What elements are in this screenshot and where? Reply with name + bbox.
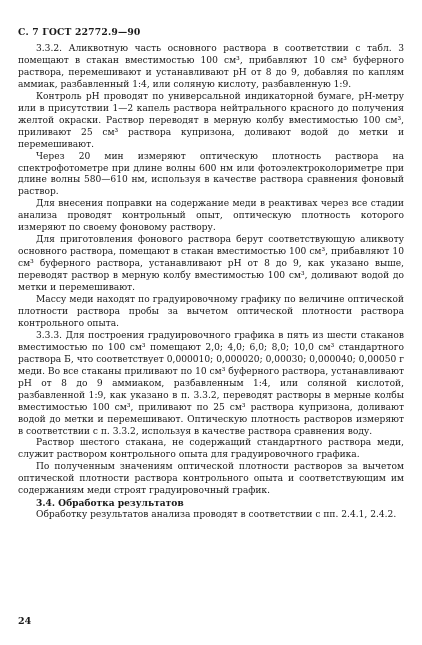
paragraph-measurement: Через 20 мин измеряют оптическую плотность раствора на спектрофотометре при длине волны 600 нм или фотоэлектроколориметре при длине волны 580—610 нм, используя в качестве раствора сравнения фоновый раствор. [18,151,404,198]
paragraph-processing: Обработку результатов анализа проводят в соответствии с пп. 2.4.1, 2.4.2. [36,510,397,521]
paragraph-background-solution: Для приготовления фонового раствора берут соответствующую аликвоту основного раствора, помещают в стакан вместимостью 100 см³, прибавляют 10 см³ буферного раствора, устанавливают pH от 8 до 9, как указано выше, переводят раствор в мерную колбу вместимостью 100 см³, доливают водой до метки и перемешивают. [18,235,404,294]
section-heading-3-4: 3.4. Обработка результатов [36,498,184,510]
paragraph-sixth-beaker: Раствор шестого стакана, не содержащий стандартного раствора меди, служит раствором контрольного опыта для градуировочного графика. [18,438,404,461]
paragraph-copper-mass: Массу меди находят по градуировочному графику по величине оптической плотности раствора пробы за вычетом оптической плотности раствора контрольного опыта. [18,295,404,329]
paragraph-3-3-3: 3.3.3. Для построения градуировочного графика в пять из шести стаканов вместимостью по 100 см³ помещают 2,0; 4,0; 6,0; 8,0; 10,0 см³ стандартного раствора Б, что соответствует 0,000010; 0,000020; 0,00030; 0,000040; 0,00050 г меди. Во все стаканы приливают по 10 см³ буферного раствора, устанавливают pH от 8 до 9 аммиаком, разбавленным 1:4, или соляной кислотой, разбавленной 1:9, как указано в п. 3.3.2, переводят растворы в мерные колбы вместимостью 100 см³, приливают по 25 см³ раствора купризона, доливают водой до метки и перемешивают. Оптическую плотность растворов измеряют в соответствии с п. 3.3.2, используя в качестве раствора сравнения воду. [18,330,404,437]
page-header: С. 7 ГОСТ 22772.9—90 [18,27,141,38]
paragraph-3-3-2: 3.3.2. Аликвотную часть основного раствора в соответствии с табл. 3 помещают в стакан вместимостью 100 см³, прибавляют 10 см³ буферного раствора, перемешивают и устанавливают pH от 8 до 9, добавляя по каплям аммиак, разбавленный 1:4, или соляную кислоту, разбавленную 1:9. [18,44,404,90]
page-number: 24 [18,616,32,627]
paragraph-control-experiment: Для внесения поправки на содержание меди в реактивах через все стадии анализа проводят контрольный опыт, оптическую плотность которого измеряют по своему фоновому раствору. [18,199,404,234]
document-body [18,44,404,522]
paragraph-calibration-graph: По полученным значениям оптической плотности растворов за вычетом оптической плотности раствора контрольного опыта и соответствующим им содержаниям меди строят градуировочный график. [18,462,404,497]
paragraph-ph-control: Контроль pH проводят по универсальной индикаторной бумаге, pH-метру или в присутствии 1—2 капель раствора нейтрального красного до получения желтой окраски. Раствор переводят в мерную колбу вместимостью 100 см³, приливают 25 см³ раствора купризона, доливают водой до метки и перемешивают. [18,91,404,150]
